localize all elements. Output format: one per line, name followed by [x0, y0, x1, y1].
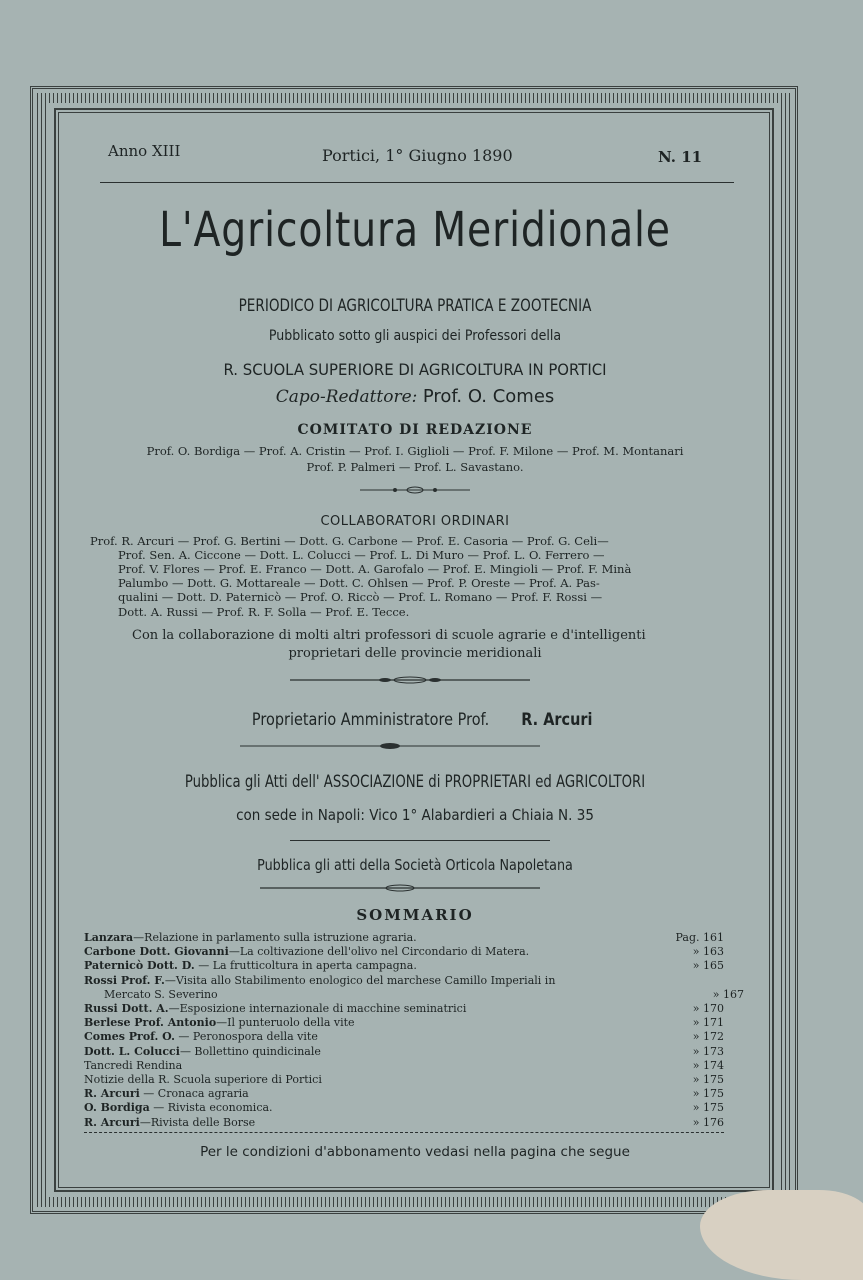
school-name: R. SCUOLA SUPERIORE DI AGRICOLTURA IN PORTICI — [223, 360, 607, 379]
toc-page-number: » 163 — [692, 945, 724, 959]
toc-author: Rossi Prof. F. — [84, 973, 165, 987]
collaborators-line-1: Prof. R. Arcuri — Prof. G. Bertini — Dott. G. Carbone — Prof. E. Casoria — Prof. G. Celi— — [90, 534, 609, 548]
toc-article-title: —Relazione in parlamento sulla istruzione agraria. — [133, 931, 417, 944]
collaborators-title: COLLABORATORI ORDINARI — [320, 514, 510, 529]
toc-article-title: — Bollettino quindicinale — [179, 1044, 321, 1058]
toc-author: Lanzara — [84, 931, 134, 944]
toc-entry — [84, 1117, 724, 1129]
paper-damage — [700, 1190, 863, 1280]
toc-page-value: 167 — [723, 987, 744, 1001]
subscription-note: Per le condizioni d'abbonamento vedasi nella pagina che segue — [200, 1144, 630, 1160]
toc-entry — [84, 1060, 724, 1072]
auspices-line: Pubblicato sotto gli auspici dei Professori della — [268, 328, 562, 344]
toc-page-value: 163 — [703, 945, 724, 959]
toc-page-value: 175 — [703, 1087, 724, 1101]
toc-entry — [84, 1017, 724, 1029]
toc-page-value: 176 — [703, 1115, 724, 1129]
toc-entry — [84, 1031, 724, 1043]
toc-entry — [84, 1003, 724, 1015]
ornament-divider — [260, 884, 540, 892]
toc-page-label: Pag. — [675, 931, 700, 944]
toc-page-number: » 171 — [692, 1016, 724, 1030]
toc-page-number: » 175 — [692, 1087, 724, 1101]
collaborators-line-6: Dott. A. Russi — Prof. R. F. Solla — Prof. E. Tecce. — [118, 605, 410, 619]
toc-page-value: 170 — [703, 1002, 724, 1015]
toc-entry — [84, 975, 724, 987]
cover-content — [70, 120, 760, 1180]
toc-article-title: —Esposizione internazionale di macchine seminatrici — [168, 1002, 467, 1015]
toc-page-number: » 174 — [692, 1058, 724, 1072]
toc-article-title: —La coltivazione dell'olivo nel Circondario di Matera. — [228, 945, 530, 959]
toc-article-title: — Peronospora della vite — [174, 1030, 318, 1044]
address-rule — [290, 840, 550, 841]
editor-label: Capo-Redattore: — [275, 387, 418, 407]
toc-entry — [84, 946, 724, 958]
collaborators-line-3: Prof. V. Flores — Prof. E. Franco — Dott. A. Garofalo — Prof. E. Mingioli — Prof. F. Minà — [118, 562, 632, 576]
owner-name: R. Arcuri — [521, 710, 593, 730]
toc-entry — [84, 932, 724, 944]
owner-line — [70, 710, 760, 730]
society-line: Pubblica gli atti della Società Orticola Napoletana — [257, 856, 573, 874]
toc-article-title: — Rivista economica. — [149, 1101, 273, 1115]
toc-page-number: » 173 — [692, 1044, 724, 1058]
collaborators-line-5: qualini — Dott. D. Paternicò — Prof. O. Riccò — Prof. L. Romano — Prof. F. Rossi — — [118, 590, 603, 604]
committee-line-2: Prof. P. Palmeri — Prof. L. Savastano. — [306, 460, 524, 474]
editor-name: Prof. O. Comes — [422, 386, 555, 407]
toc-page-value: 173 — [703, 1044, 724, 1058]
ornament-divider — [290, 676, 530, 684]
toc-article-title: — La frutticoltura in aperta campagna. — [194, 959, 417, 973]
toc-author: Carbone Dott. Giovanni — [84, 945, 229, 959]
toc-article-title: —Il punteruolo della vite — [216, 1016, 355, 1030]
toc-author: Dott. L. Colucci — [84, 1044, 180, 1058]
toc-page-number — [675, 932, 724, 944]
toc-page-number: » 165 — [692, 959, 724, 973]
toc-article-title: —Visita allo Stabilimento enologico del marchese Camillo Imperiali in — [164, 973, 556, 987]
committee-line-1: Prof. O. Bordiga — Prof. A. Cristin — Prof. I. Giglioli — Prof. F. Milone — Prof. M. Montanari — [146, 444, 684, 458]
collaborators-line-2: Prof. Sen. A. Ciccone — Dott. L. Colucci — Prof. L. Di Muro — Prof. L. O. Ferrero — — [118, 548, 605, 562]
toc-author: Berlese Prof. Antonio — [84, 1016, 217, 1030]
toc-page-number: » 175 — [692, 1101, 724, 1115]
toc-author: Paternicò Dott. D. — [84, 959, 195, 973]
collaboration-note-1: Con la collaborazione di molti altri professori di scuole agrarie e d'intelligenti — [132, 628, 646, 643]
masthead-title: L'Agricoltura Meridionale — [159, 202, 671, 258]
collaboration-note-2: proprietari delle provincie meridionali — [288, 646, 542, 661]
toc-page-value: 174 — [703, 1058, 724, 1072]
place-date: Portici, 1° Giugno 1890 — [322, 146, 513, 165]
toc-title: SOMMARIO — [356, 906, 474, 924]
toc-article-title: —Rivista delle Borse — [139, 1115, 256, 1129]
toc-author: Russi Dott. A. — [84, 1002, 169, 1015]
toc-article-title: Mercato S. Severino — [104, 987, 218, 1001]
toc-article-title: Tancredi Rendina — [84, 1058, 183, 1072]
toc-page-number: » 176 — [692, 1115, 724, 1129]
toc-entry — [84, 1102, 724, 1114]
committee-title: COMITATO DI REDAZIONE — [297, 422, 533, 438]
toc-page-value: 175 — [703, 1101, 724, 1115]
toc-page-value: 161 — [703, 931, 724, 944]
subtitle: PERIODICO DI AGRICOLTURA PRATICA E ZOOTECNIA — [238, 296, 592, 316]
toc-page-number: » 170 — [692, 1002, 724, 1015]
ornament-divider — [240, 742, 540, 750]
toc-entry — [84, 1074, 724, 1086]
toc-page-number: » 175 — [692, 1073, 724, 1086]
association-address: con sede in Napoli: Vico 1° Alabardieri a Chiaia N. 35 — [236, 806, 594, 824]
toc-page-number: » 167 — [712, 987, 744, 1001]
toc-author: R. Arcuri — [84, 1115, 140, 1129]
ornament-divider — [360, 486, 470, 494]
toc-page-value: 171 — [703, 1016, 724, 1030]
toc-page-value: 165 — [703, 959, 724, 973]
toc-entry — [84, 1088, 724, 1100]
toc-entry — [104, 989, 744, 1001]
toc-article-title: — Cronaca agraria — [139, 1087, 249, 1101]
toc-page-number: » 172 — [692, 1030, 724, 1044]
toc-entry — [84, 1046, 724, 1058]
owner-prefix: Proprietario Amministratore Prof. — [251, 710, 490, 730]
toc-author: R. Arcuri — [84, 1087, 140, 1101]
issue-number: N. 11 — [658, 148, 703, 166]
toc-bottom-rule — [84, 1132, 724, 1133]
association-line: Pubblica gli Atti dell' ASSOCIAZIONE di PROPRIETARI ed AGRICOLTORI — [184, 772, 646, 792]
toc-article-title: Notizie della R. Scuola superiore di Portici — [84, 1073, 322, 1086]
editor-line — [70, 386, 760, 407]
toc-entry — [84, 960, 724, 972]
header-rule — [100, 182, 734, 183]
toc-page-value: 175 — [703, 1073, 724, 1086]
volume-label: Anno XIII — [108, 142, 181, 160]
toc-author: O. Bordiga — [84, 1101, 150, 1115]
toc-author: Comes Prof. O. — [84, 1030, 175, 1044]
toc-page-value: 172 — [703, 1030, 724, 1044]
collaborators-line-4: Palumbo — Dott. G. Mottareale — Dott. C. Ohlsen — Prof. P. Oreste — Prof. A. Pas- — [118, 576, 600, 590]
